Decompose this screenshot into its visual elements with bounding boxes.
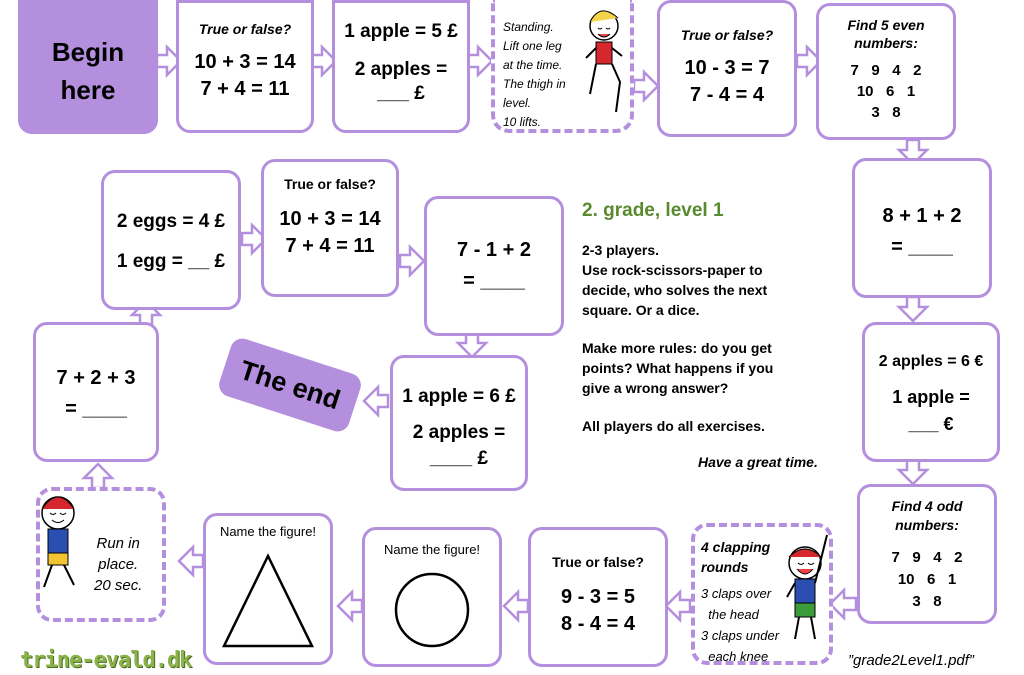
answer-blank: ___ £ xyxy=(377,83,425,104)
square-header: Find 5 even numbers: xyxy=(847,17,925,51)
equation: 1 apple = 6 £ xyxy=(402,386,516,407)
equation: 10 + 3 = 14 xyxy=(279,208,381,230)
square-true-false-4 xyxy=(261,159,399,297)
number-row: 3 8 xyxy=(871,104,901,121)
square-header: True or false? xyxy=(680,27,774,43)
arrow-down-icon xyxy=(899,460,927,484)
equation: 10 - 3 = 7 xyxy=(684,57,770,79)
equation: 9 - 3 = 5 xyxy=(561,586,635,608)
number-row: 10 6 1 xyxy=(897,571,957,588)
arrow-left-icon xyxy=(338,592,362,620)
number-row: 7 9 4 2 xyxy=(850,62,922,79)
answer-blank: ___ € xyxy=(908,414,954,434)
info-closing: Have a great time. xyxy=(698,454,818,470)
equation: 8 - 4 = 4 xyxy=(561,613,635,635)
equation: 2 eggs = 4 £ xyxy=(116,211,226,232)
square-header: True or false? xyxy=(552,554,644,570)
number-row: 10 6 1 xyxy=(856,83,916,100)
arrow-up-icon xyxy=(84,464,112,488)
triangle-figure-icon xyxy=(220,552,316,652)
arrow-right-icon xyxy=(468,47,492,75)
answer-blank: = ____ xyxy=(891,236,953,258)
square-header: True or false? xyxy=(198,21,292,37)
girl-figure-icon xyxy=(578,4,628,122)
square-apple-5 xyxy=(332,0,470,133)
square-sum-12 xyxy=(33,322,159,462)
square-leg-lifts xyxy=(491,0,634,133)
equation: 1 apple = xyxy=(892,387,970,407)
exercise-text: Standing. Lift one leg at the time. The thigh in level. 10 lifts. xyxy=(503,20,566,129)
square-header: Name the figure! xyxy=(383,542,481,557)
info-rules: 2-3 players. Use rock-scissors-paper to decide, who solves the next square. Or a dice. xyxy=(582,242,768,318)
square-header: True or false? xyxy=(284,176,376,192)
arrow-left-icon xyxy=(179,547,203,575)
square-find-even xyxy=(816,3,956,140)
exercise-text: Run in place. 20 sec. xyxy=(94,535,143,594)
exercise-text: 3 claps over the head 3 claps under each knee xyxy=(701,586,780,664)
square-eggs xyxy=(101,170,241,310)
arrow-left-icon xyxy=(504,592,528,620)
square-figure-circle xyxy=(362,527,502,667)
square-header: Name the figure! xyxy=(219,524,317,539)
equation: 1 apple = 5 £ xyxy=(344,21,458,42)
circle-figure-icon xyxy=(392,570,472,650)
square-clapping xyxy=(691,523,833,665)
square-header: Find 4 odd numbers: xyxy=(891,498,963,533)
runner-figure-icon xyxy=(28,487,88,597)
brand-logo: trine-evald.dk xyxy=(20,648,192,673)
answer-blank: = ____ xyxy=(65,398,127,420)
arrow-right-icon xyxy=(400,247,424,275)
square-find-odd xyxy=(857,484,997,624)
square-header: 4 clapping rounds xyxy=(701,539,771,575)
answer-blank: = ____ xyxy=(463,270,525,292)
arrow-left-icon xyxy=(364,387,388,415)
equation: 7 - 1 + 2 xyxy=(457,239,531,261)
start-label: Begin here xyxy=(51,37,125,105)
info-title: 2. grade, level 1 xyxy=(582,200,724,221)
boy-figure-icon xyxy=(781,519,835,649)
start-square xyxy=(18,0,158,134)
square-true-false-1 xyxy=(176,0,314,133)
number-row: 3 8 xyxy=(912,593,942,610)
number-row: 7 9 4 2 xyxy=(891,549,963,566)
equation: 2 apples = xyxy=(412,422,506,443)
equation: 7 + 4 = 11 xyxy=(200,78,290,100)
answer-blank: ____ £ xyxy=(429,448,489,469)
equation: 1 egg = __ £ xyxy=(116,251,226,272)
info-all-players: All players do all exercises. xyxy=(582,418,765,434)
equation: 2 apples = 6 € xyxy=(878,353,984,370)
square-true-false-2 xyxy=(657,0,797,137)
square-run xyxy=(36,487,166,622)
file-name: ”grade2Level1.pdf” xyxy=(848,652,974,669)
equation: 7 + 2 + 3 xyxy=(56,367,136,389)
arrow-left-icon xyxy=(666,592,690,620)
square-true-false-3 xyxy=(528,527,668,667)
equation: 10 + 3 = 14 xyxy=(194,51,296,73)
equation: 7 - 4 = 4 xyxy=(690,84,764,106)
equation: 8 + 1 + 2 xyxy=(882,205,962,227)
square-apples-euro xyxy=(862,322,1000,462)
equation: 7 + 4 = 11 xyxy=(285,235,375,257)
equation: 2 apples = xyxy=(354,59,448,80)
info-panel xyxy=(582,200,852,470)
end-label: The end xyxy=(236,354,344,416)
arrow-down-icon xyxy=(458,333,486,357)
square-figure-triangle xyxy=(203,513,333,665)
square-sum-8 xyxy=(424,196,564,336)
square-sum-11 xyxy=(852,158,992,298)
square-apple-6 xyxy=(390,355,528,491)
info-more-rules: Make more rules: do you get points? What happens if you give a wrong answer? xyxy=(582,340,774,396)
arrow-down-icon xyxy=(899,297,927,321)
arrow-right-icon xyxy=(634,72,658,100)
